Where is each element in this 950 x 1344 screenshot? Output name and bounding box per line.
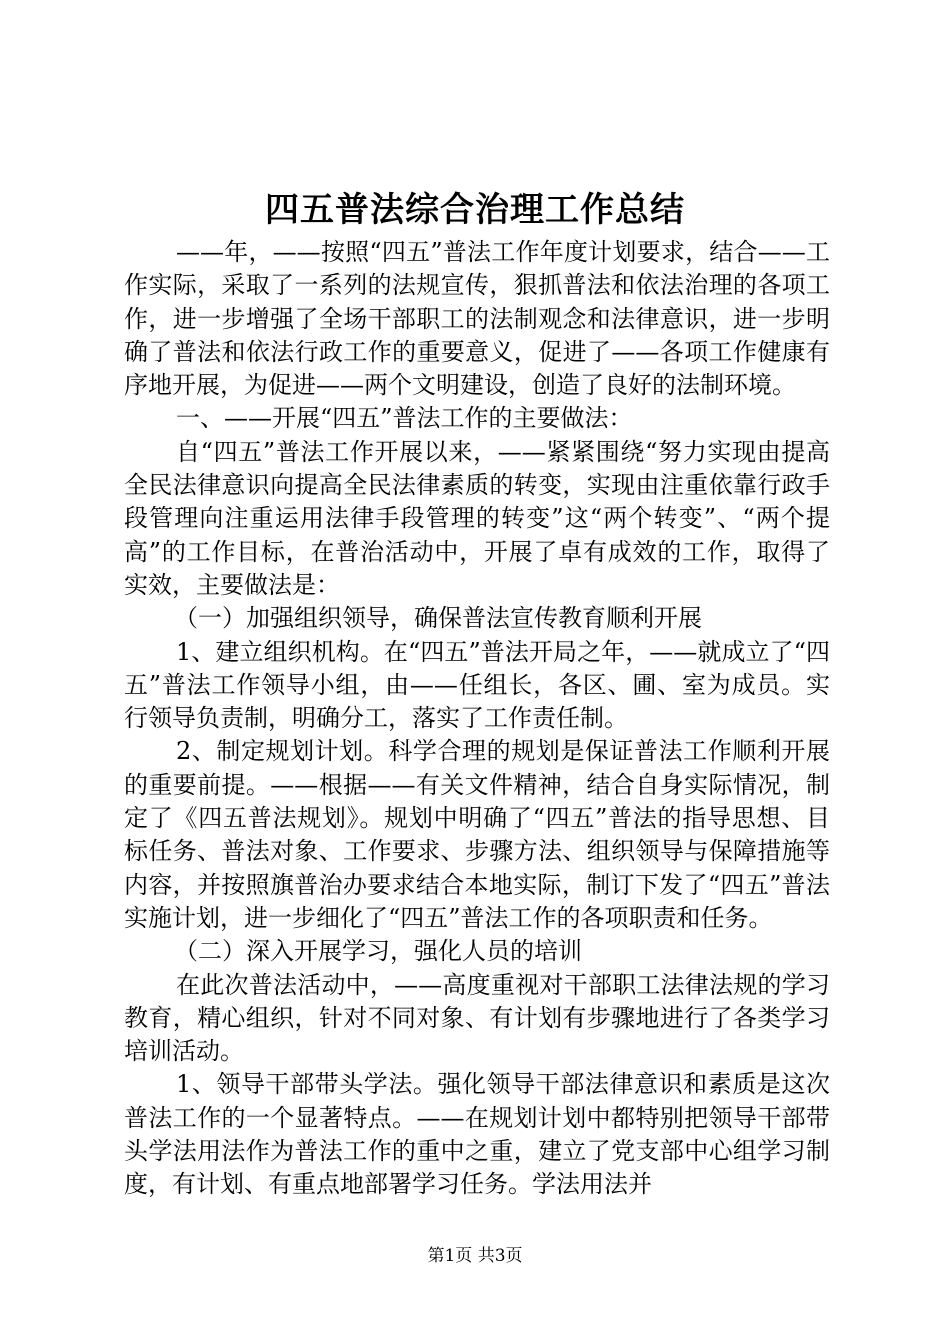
document-body: [124, 236, 830, 1202]
paragraph-item-leaders: 1、领导干部带头学法。强化领导干部法律意识和素质是这次普法工作的一个显著特点。——在规划计划中都特别把领导干部带头学法用法作为普法工作的重中之重，建立了党支部中心组学习制度，有计划、有重点地部署学习任务。学法用法并: [124, 1070, 830, 1199]
paragraph-intro: ——年，——按照“四五”普法工作年度计划要求，结合——工作实际，采取了一系列的法规宣传，狠抓普法和依法治理的各项工作，进一步增强了全场干部职工的法制观念和法律意识，进一步明确了普法和依法行政工作的重要意义，促进了——各项工作健康有序地开展，为促进——两个文明建设，创造了良好的法制环境。: [124, 238, 830, 400]
paragraph-overview: 自“四五”普法工作开展以来，——紧紧围绕“努力实现由提高全民法律意识向提高全民法律素质的转变，实现由注重依靠行政手段管理向注重运用法律手段管理的转变”这“两个转变”、“两个提高”的工作目标，在普治活动中，开展了卓有成效的工作，取得了实效，主要做法是：: [124, 437, 830, 599]
paragraph-training: 在此次普法活动中，——高度重视对干部职工法律法规的学习教育，精心组织，针对不同对象、有计划有步骤地进行了各类学习培训活动。: [124, 970, 830, 1066]
document-title: 四五普法综合治理工作总结: [265, 190, 685, 230]
paragraph-item-1: 1、建立组织机构。在“四五”普法开局之年，——就成立了“四五”普法工作领导小组，由——任组长，各区、圃、室为成员。实行领导负责制，明确分工，落实了工作责任制。: [124, 637, 830, 733]
heading-subsection-2: （二）深入开展学习，强化人员的培训: [174, 937, 582, 966]
page-footer: 第1页 共3页: [427, 1246, 523, 1266]
heading-section-1: 一、——开展“四五”普法工作的主要做法：: [176, 404, 633, 433]
heading-subsection-1: （一）加强组织领导，确保普法宣传教育顺利开展: [174, 604, 702, 633]
paragraph-item-2: 2、制定规划计划。科学合理的规划是保证普法工作顺利开展的重要前提。——根据——有关文件精神，结合自身实际情况，制定了《四五普法规划》。规划中明确了“四五”普法的指导思想、目标任务、普法对象、工作要求、步骤方法、组织领导与保障措施等内容，并按照旗普治办要求结合本地实际，制订下发了“四五”普法实施计划，进一步细化了“四五”普法工作的各项职责和任务。: [124, 737, 830, 932]
